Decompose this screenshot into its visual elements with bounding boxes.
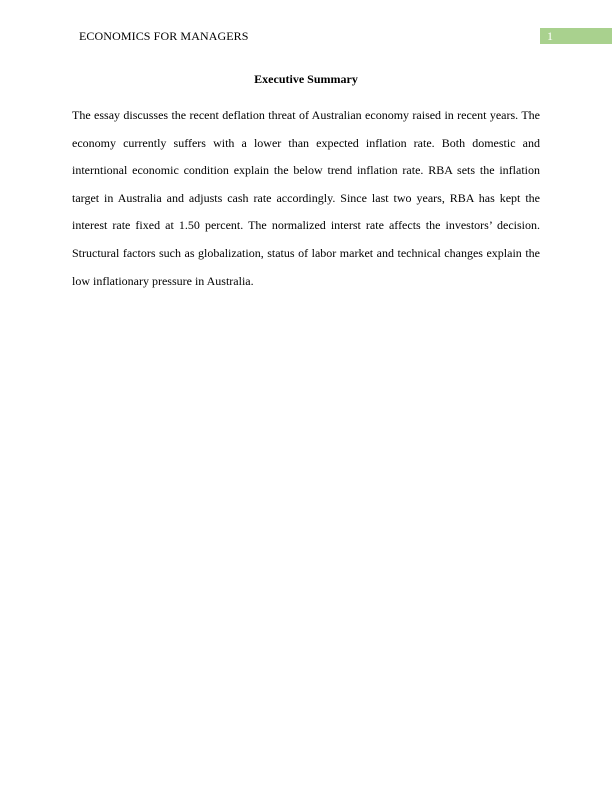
page-number: 1	[547, 29, 553, 43]
page-number-badge	[540, 28, 612, 44]
body-paragraph: The essay discusses the recent deflation threat of Australian economy raised in recent years. The economy currently suffers with a lower than expected inflation rate. Both domestic and interntional economic condition explain the below trend inflation rate. RBA sets the inflation target in Australia and adjusts cash rate accordingly. Since last two years, RBA has kept the interest rate fixed at 1.50 percent. The normalized interst rate affects the investors’ decision. Structural factors such as globalization, status of labor market and technical changes explain the low inflationary pressure in Australia.	[72, 108, 540, 288]
section-heading: Executive Summary	[254, 72, 358, 86]
running-header-title: ECONOMICS FOR MANAGERS	[79, 29, 249, 43]
